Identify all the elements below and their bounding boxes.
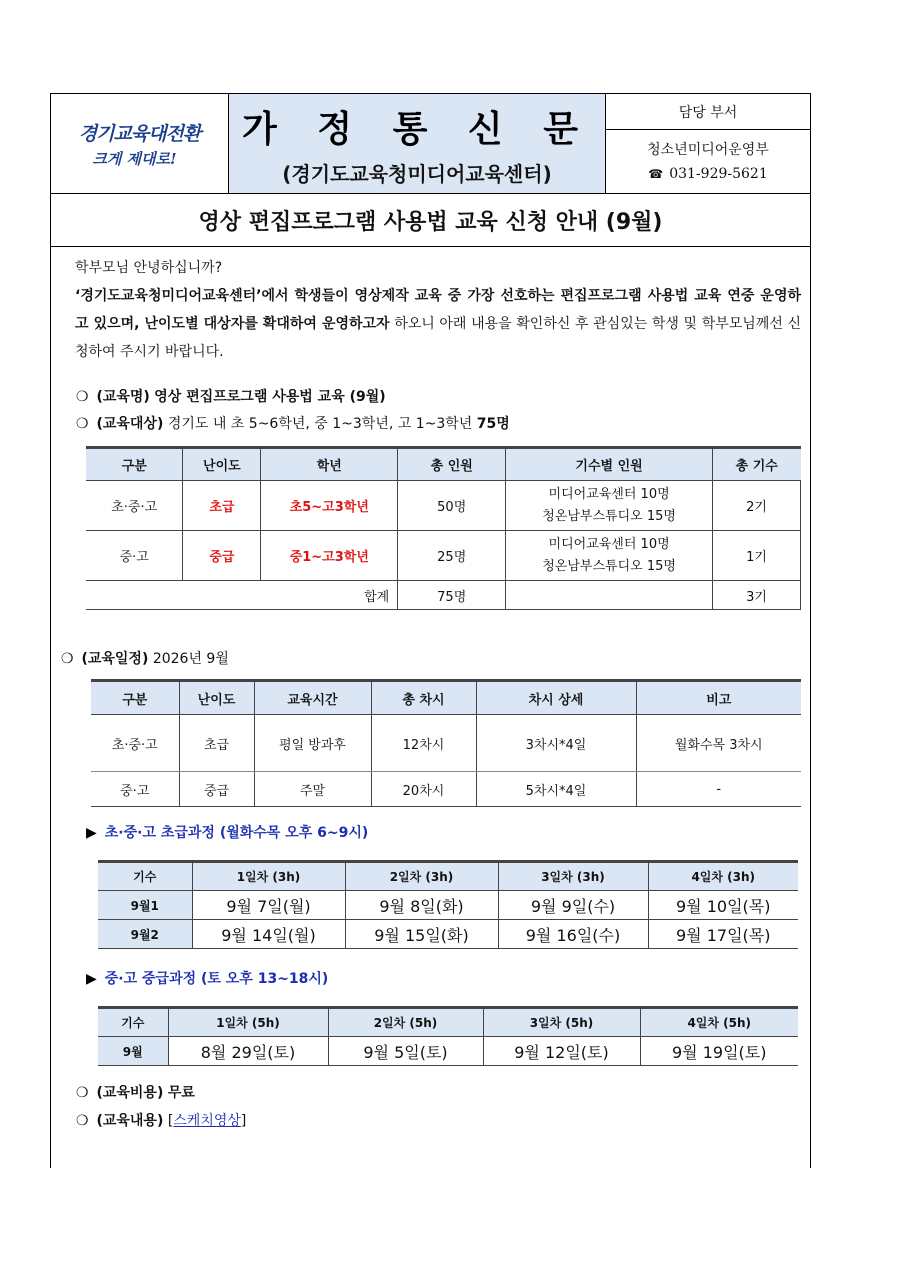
table-sum-row: [86, 581, 801, 610]
greeting: [63, 254, 801, 366]
title-box: [229, 94, 606, 193]
table-cell: 중·고: [91, 772, 179, 807]
table-cell: [506, 531, 713, 581]
table-header: 4일차 (3h): [648, 862, 798, 891]
table-cell: [506, 581, 713, 610]
table-header: 1일차 (5h): [168, 1008, 328, 1037]
table-cell: 중1~고3학년: [261, 531, 398, 581]
enrollment-table: [86, 446, 801, 610]
dept-label: 담당 부서: [606, 94, 810, 130]
table-row: [86, 481, 801, 531]
table-header: 구분: [91, 681, 179, 715]
table-cell: 25명: [398, 531, 506, 581]
table-cell: 9월 12일(토): [483, 1037, 640, 1066]
circle-bullet-icon: ❍: [76, 1085, 89, 1101]
table-header: 3일차 (3h): [498, 862, 648, 891]
table-cell: [506, 481, 713, 531]
table-cell: 20차시: [371, 772, 476, 807]
document-frame: [50, 93, 811, 1168]
table-cell: 8월 29일(토): [168, 1037, 328, 1066]
table-cell: 9월: [98, 1037, 168, 1066]
greeting-bold: ‘경기도교육청미디어교육센터’에서 학생들이 영상제작 교육 중 가장 선호하는 편집프로그램 사용법 교육 연중 운영하고 있으며, 난이도별 대상자를 확대하여 운영하고자: [75, 288, 801, 332]
table-cell: 9월1: [98, 891, 192, 920]
item-name-value: 영상 편집프로그램 사용법 교육 (9월): [154, 389, 386, 405]
course2-table: [98, 1006, 798, 1066]
table-cell: 초급: [179, 715, 254, 772]
table-cell: 9월 9일(수): [498, 891, 648, 920]
table-header: 총 기수: [713, 448, 801, 481]
course1-table: [98, 860, 798, 949]
item-target: [76, 413, 510, 433]
item-schedule: [61, 648, 229, 668]
sum-sessions: 3기: [713, 581, 801, 610]
circle-bullet-icon: ❍: [76, 1113, 89, 1129]
table-cell: 9월 7일(월): [192, 891, 345, 920]
table-cell: 9월 17일(목): [648, 920, 798, 949]
table-header: 3일차 (5h): [483, 1008, 640, 1037]
table-cell: 9월 10일(목): [648, 891, 798, 920]
greeting-paragraph: [63, 282, 801, 366]
table-header: 구분: [86, 448, 183, 481]
table-cell: 9월 14일(월): [192, 920, 345, 949]
item-target-value: 경기도 내 초 5~6학년, 중 1~3학년, 고 1~3학년: [167, 416, 473, 432]
table-cell: 50명: [398, 481, 506, 531]
table-cell: 12차시: [371, 715, 476, 772]
sum-total: 75명: [398, 581, 506, 610]
table-cell: 9월2: [98, 920, 192, 949]
logo-main-text: 경기교육대전환: [78, 122, 201, 145]
table-header: 총 차시: [371, 681, 476, 715]
table-header: 학년: [261, 448, 398, 481]
table-cell: -: [636, 772, 801, 807]
table-header: 비고: [636, 681, 801, 715]
document-subject: 영상 편집프로그램 사용법 교육 신청 안내 (9월): [51, 194, 810, 247]
table-row: [91, 772, 801, 807]
item-cost-label: (교육비용): [96, 1085, 164, 1101]
circle-bullet-icon: ❍: [61, 651, 74, 667]
dept-name: 청소년미디어운영부: [647, 141, 769, 158]
table-header: 난이도: [179, 681, 254, 715]
header: [51, 94, 810, 194]
table-row: [91, 715, 801, 772]
cell-line: 미디어교육센터 10명: [548, 536, 670, 552]
triangle-bullet-icon: ▶: [86, 825, 97, 841]
table-row: [98, 920, 798, 949]
table-header: 교육시간: [254, 681, 371, 715]
table-header: 기수별 인원: [506, 448, 713, 481]
cell-line: 미디어교육센터 10명: [548, 486, 670, 502]
greeting-line: 학부모님 안녕하십니까?: [75, 260, 223, 276]
table-cell: 중급: [179, 772, 254, 807]
course1-title: 초·중·고 초급과정 (월화수목 오후 6~9시): [104, 825, 369, 841]
dept-phone-line: [648, 162, 768, 186]
dept-info: [606, 130, 810, 193]
table-header: 2일차 (3h): [345, 862, 498, 891]
table-cell: 5차시*4일: [476, 772, 636, 807]
table-cell: 초·중·고: [91, 715, 179, 772]
table-cell: 3차시*4일: [476, 715, 636, 772]
table-cell: 초5~고3학년: [261, 481, 398, 531]
table-cell: 주말: [254, 772, 371, 807]
item-cost-value: 무료: [167, 1085, 195, 1101]
course2-heading: [86, 968, 328, 988]
table-header-row: [98, 862, 798, 891]
table-header: 기수: [98, 1008, 168, 1037]
item-name: [76, 386, 386, 406]
table-row: [98, 1037, 798, 1066]
table-cell: 중·고: [86, 531, 183, 581]
link-bracket-open: [: [167, 1113, 174, 1129]
page-title: 가 정 통 신 문: [241, 108, 592, 150]
sum-label: 합계: [86, 581, 398, 610]
table-header: 난이도: [183, 448, 261, 481]
table-header: 총 인원: [398, 448, 506, 481]
table-cell: 중급: [183, 531, 261, 581]
table-cell: 초급: [183, 481, 261, 531]
schedule-table: [91, 679, 801, 807]
table-cell: 9월 15일(화): [345, 920, 498, 949]
cell-line: 청온남부스튜디오 15명: [542, 558, 676, 574]
table-header-row: [86, 448, 801, 481]
table-header: 2일차 (5h): [328, 1008, 483, 1037]
triangle-bullet-icon: ▶: [86, 971, 97, 987]
table-cell: 1기: [713, 531, 801, 581]
sketch-video-link[interactable]: 스케치영상: [173, 1113, 241, 1129]
table-cell: 초·중·고: [86, 481, 183, 531]
item-name-label: (교육명): [96, 389, 150, 405]
table-header: 4일차 (5h): [640, 1008, 798, 1037]
department-box: [606, 94, 810, 193]
item-schedule-label: (교육일정): [81, 651, 149, 667]
link-bracket-close: ]: [240, 1113, 247, 1129]
dept-phone: 031-929-5621: [669, 165, 768, 182]
table-cell: 2기: [713, 481, 801, 531]
course2-title: 중·고 중급과정 (토 오후 13~18시): [104, 971, 329, 987]
item-cost: [76, 1082, 195, 1102]
item-target-count: 75명: [476, 416, 510, 432]
table-header: 기수: [98, 862, 192, 891]
table-cell: 9월 5일(토): [328, 1037, 483, 1066]
table-header-row: [98, 1008, 798, 1037]
table-cell: 9월 16일(수): [498, 920, 648, 949]
table-header: 1일차 (3h): [192, 862, 345, 891]
table-header-row: [91, 681, 801, 715]
table-cell: 평일 방과후: [254, 715, 371, 772]
course1-heading: [86, 822, 368, 842]
table-cell: 9월 19일(토): [640, 1037, 798, 1066]
logo-slogan: 크게 제대로!: [92, 149, 177, 168]
item-content: [76, 1110, 246, 1130]
cell-line: 청온남부스튜디오 15명: [542, 508, 676, 524]
item-target-label: (교육대상): [96, 416, 164, 432]
table-cell: 9월 8일(화): [345, 891, 498, 920]
table-header: 차시 상세: [476, 681, 636, 715]
table-row: [86, 531, 801, 581]
circle-bullet-icon: ❍: [76, 389, 89, 405]
item-content-label: (교육내용): [96, 1113, 164, 1129]
item-schedule-value: 2026년 9월: [152, 651, 229, 667]
greeting-rest: 하오니 아래 내용을 확인하신 후 관심있는 학생 및 학부모님께선 신청하여 주시기 바랍니다.: [75, 316, 801, 360]
circle-bullet-icon: ❍: [76, 416, 89, 432]
table-cell: 월화수목 3차시: [636, 715, 801, 772]
phone-icon: ☎: [648, 166, 664, 181]
logo: [51, 94, 229, 193]
table-row: [98, 891, 798, 920]
page-subtitle: (경기도교육청미디어교육센터): [282, 161, 552, 186]
